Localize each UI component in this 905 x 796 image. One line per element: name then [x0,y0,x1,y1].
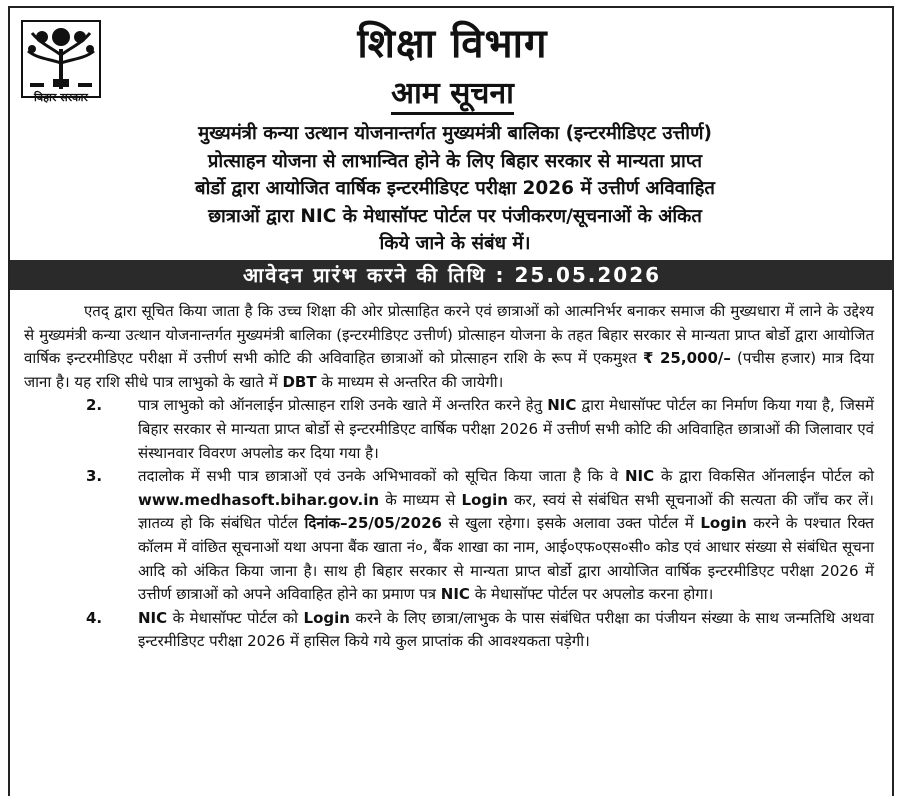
list-item-3: 3. तदालोक में सभी पात्र छात्राओं एवं उनके अभिभावकों को सूचित किया जाता है कि वे NIC के द्वारा विकसित ऑनलाईन पोर्टल को www.medhasoft.bihar.gov.in के माध्यम से Login कर, स्वयं से संबंधित सभी सूचनाओं की सत्यता की जाँच कर लें। ज्ञातव्य हो कि संबंधित पोर्टल दिनांक–25/05/2026 से खुला रहेगा। इसके अलावा उक्त पोर्टल में Login करने के पश्चात रिक्त कॉलम में वांछित सूचनाओं यथा अपना बैंक खाता नं०, बैंक शाखा का नाम, आई०एफ०एस०सी० कोड एवं आधार संख्या से संबंधित सूचना आदि को अंकित किया जाना है। साथ ही बिहार सरकार से मान्यता प्राप्त बोर्डो द्वारा आयोजित वार्षिक इन्टरमीडिएट परीक्षा 2026 में उत्तीर्ण छात्राओं को अपने अविवाहित होने का प्रमाण पत्र NIC के मेधासॉफ्ट पोर्टल पर अपलोड करना होगा। [86,467,875,604]
notice-title: आम सूचना [0,76,905,112]
logo-caption: बिहार सरकार [34,91,88,104]
application-start-date-banner: आवेदन प्रारंभ करने की तिथि : 25.05.2026 [10,260,894,290]
paragraph-1: एतद् द्वारा सूचित किया जाता है कि उच्च शिक्षा की ओर प्रोत्साहित करने एवं छात्राओं को आत्मनिर्भर बनाकर समाज की मुख्यधारा में लाने के उद्देश्य से मुख्यमंत्री कन्या उत्थान योजनान्तर्गत मुख्यमंत्री बालिका (इन्टरमीडिएट उत्तीर्ण) प्रोत्साहन योजना के तहत बिहार सरकार से मान्यता प्राप्त बोर्डो द्वारा आयोजित वार्षिक इन्टरमीडिएट परीक्षा में उत्तीर्ण सभी कोटि की अविवाहित छात्राओं को प्रोत्साहन राशि के रूप में एकमुश्त ₹ 25,000/– (पचीस हजार) मात्र दिया जाना है। यह राशि सीधे पात्र लाभुको के खाते में DBT के माध्यम से अन्तरित की जायेगी। [24,302,874,391]
notice-body [24,300,874,654]
list-item-4: 4. NIC के मेधासॉफ्ट पोर्टल को Login करने के लिए छात्रा/लाभुक के पास संबंधित परीक्षा का पंजीयन संख्या के साथ जन्मतिथि अथवा इन्टरमीडिएट परीक्षा 2026 में हासिल किये गये कुल प्राप्तांक की आवश्यकता पड़ेगी। [86,608,874,651]
department-title: शिक्षा विभाग [357,21,548,67]
list-item-2: 2. पात्र लाभुको को ऑनलाईन प्रोत्साहन राशि उनके खाते में अन्तरित करने हेतु NIC द्वारा मेधासॉफ्ट पोर्टल का निर्माण किया गया है, जिसमें बिहार सरकार से मान्यता प्राप्त बोर्डो से इन्टरमीडिएट वार्षिक परीक्षा 2026 में उत्तीर्ण सभी कोटि की अविवाहित छात्राओं की जिलावार एवं संस्थानवार विवरण अपलोड कर दिया गया है। [86,396,874,462]
notice-subject: मुख्यमंत्री कन्या उत्थान योजनान्तर्गत मुख्यमंत्री बालिका (इन्टरमीडिएट उत्तीर्ण) प्रोत्साहन योजना से लाभान्वित होने के लिए बिहार सरकार से मान्यता प्राप्त बोर्डो द्वारा आयोजित वार्षिक इन्टरमीडिएट परीक्षा 2026 में उत्तीर्ण अविवाहित छात्राओं द्वारा NIC के मेधासॉफ्ट पोर्टल पर पंजीकरण/सूचनाओं के अंकित किये जाने के संबंध में। [195,123,715,254]
portal-url-link[interactable]: www.medhasoft.bihar.gov.in [138,490,380,509]
